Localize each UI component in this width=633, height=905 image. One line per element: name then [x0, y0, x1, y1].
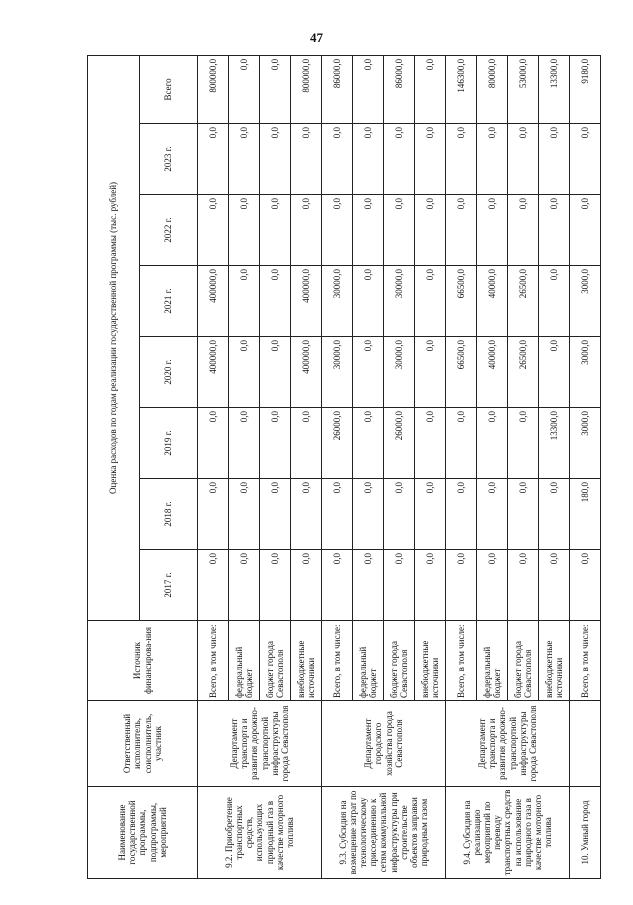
- year-value-cell: 0,0: [539, 337, 570, 408]
- header-year: 2019 г.: [140, 408, 198, 479]
- year-value-cell: 0,0: [291, 408, 322, 479]
- funding-source-cell: Всего, в том числе:: [446, 621, 477, 701]
- year-value-cell: 0,0: [539, 124, 570, 195]
- header-row-top: [88, 55, 140, 878]
- year-value-cell: 13300,0: [539, 408, 570, 479]
- year-value-cell: 0,0: [508, 550, 539, 621]
- year-value-cell: 0,0: [322, 550, 353, 621]
- header-responsible: Ответственный исполнитель, соисполнитель, участник: [88, 701, 198, 787]
- year-value-cell: 0,0: [477, 408, 508, 479]
- year-value-cell: 0,0: [446, 124, 477, 195]
- year-value-cell: 0,0: [508, 195, 539, 266]
- year-value-cell: 0,0: [446, 550, 477, 621]
- year-value-cell: 0,0: [539, 550, 570, 621]
- year-value-cell: 0,0: [229, 337, 260, 408]
- year-value-cell: 30000,0: [322, 337, 353, 408]
- total-value-cell: 53000,0: [508, 55, 539, 123]
- total-value-cell: 0,0: [415, 55, 446, 123]
- year-value-cell: 0,0: [229, 408, 260, 479]
- year-value-cell: 40000,0: [477, 266, 508, 337]
- funding-source-cell: федеральный бюджет: [353, 621, 384, 701]
- year-value-cell: 0,0: [539, 195, 570, 266]
- table-row: [322, 55, 353, 878]
- year-value-cell: 0,0: [570, 124, 601, 195]
- year-value-cell: 3000,0: [570, 337, 601, 408]
- header-year: 2021 г.: [140, 266, 198, 337]
- total-value-cell: 800000,0: [198, 55, 229, 123]
- year-value-cell: 66500,0: [446, 266, 477, 337]
- year-value-cell: 400000,0: [198, 337, 229, 408]
- year-value-cell: 0,0: [260, 124, 291, 195]
- year-value-cell: 0,0: [229, 550, 260, 621]
- year-value-cell: 0,0: [415, 337, 446, 408]
- measure-name-cell: 9.4. Субсидия на реализацию мероприятий по переводу транспортных средств на использование природного газа в качестве моторного топлива: [446, 787, 570, 879]
- year-value-cell: 180,0: [570, 479, 601, 550]
- total-value-cell: 80000,0: [477, 55, 508, 123]
- header-total: Всего: [140, 55, 198, 123]
- funding-source-cell: внебюджетные источники: [291, 621, 322, 701]
- year-value-cell: 0,0: [384, 550, 415, 621]
- year-value-cell: 0,0: [477, 479, 508, 550]
- year-value-cell: 0,0: [260, 337, 291, 408]
- header-year: 2020 г.: [140, 337, 198, 408]
- year-value-cell: 0,0: [198, 479, 229, 550]
- year-value-cell: 0,0: [322, 195, 353, 266]
- header-year: 2022 г.: [140, 195, 198, 266]
- funding-source-cell: Всего, в том числе:: [198, 621, 229, 701]
- year-value-cell: 0,0: [260, 550, 291, 621]
- responsible-cell: Департамент транспорта и развития дорожно-транспортной инфраструктуры города Севастополя: [198, 701, 322, 787]
- year-value-cell: 0,0: [353, 337, 384, 408]
- year-value-cell: 0,0: [415, 195, 446, 266]
- year-value-cell: 0,0: [384, 195, 415, 266]
- year-value-cell: 0,0: [260, 408, 291, 479]
- header-source: Источник финансирова-ния: [88, 621, 198, 701]
- year-value-cell: 0,0: [229, 195, 260, 266]
- year-value-cell: 0,0: [198, 195, 229, 266]
- year-value-cell: 0,0: [415, 479, 446, 550]
- funding-source-cell: внебюджетные источники: [415, 621, 446, 701]
- year-value-cell: 0,0: [415, 266, 446, 337]
- year-value-cell: 0,0: [229, 266, 260, 337]
- year-value-cell: 0,0: [446, 479, 477, 550]
- funding-source-cell: Всего, в том числе:: [570, 621, 601, 701]
- year-value-cell: 0,0: [353, 550, 384, 621]
- year-value-cell: 0,0: [322, 124, 353, 195]
- year-value-cell: 30000,0: [322, 266, 353, 337]
- year-value-cell: 0,0: [322, 479, 353, 550]
- responsible-cell: Департамент транспорта и развития дорожно-транспортной инфраструктуры города Севастополя: [446, 701, 570, 787]
- year-value-cell: 0,0: [384, 124, 415, 195]
- table-body: [198, 55, 601, 878]
- year-value-cell: 0,0: [198, 124, 229, 195]
- total-value-cell: 13300,0: [539, 55, 570, 123]
- funding-source-cell: федеральный бюджет: [229, 621, 260, 701]
- year-value-cell: 0,0: [446, 408, 477, 479]
- year-value-cell: 3000,0: [570, 408, 601, 479]
- year-value-cell: 66500,0: [446, 337, 477, 408]
- year-value-cell: 0,0: [570, 195, 601, 266]
- year-value-cell: 26500,0: [508, 266, 539, 337]
- funding-source-cell: бюджет города Севастополя: [384, 621, 415, 701]
- responsible-cell: [570, 701, 601, 787]
- year-value-cell: 0,0: [291, 479, 322, 550]
- year-value-cell: 0,0: [477, 550, 508, 621]
- year-value-cell: 0,0: [415, 124, 446, 195]
- total-value-cell: 9180,0: [570, 55, 601, 123]
- funding-source-cell: Всего, в том числе:: [322, 621, 353, 701]
- year-value-cell: 0,0: [353, 479, 384, 550]
- year-value-cell: 0,0: [508, 479, 539, 550]
- year-value-cell: 0,0: [539, 266, 570, 337]
- header-year: 2023 г.: [140, 124, 198, 195]
- year-value-cell: 0,0: [291, 195, 322, 266]
- budget-table: [87, 55, 601, 879]
- measure-name-cell: 9.2. Приобретение транспортных средств, использующих природный газ в качестве моторного топлива: [198, 787, 322, 879]
- year-value-cell: 30000,0: [384, 266, 415, 337]
- year-value-cell: 26500,0: [508, 337, 539, 408]
- table-row: [570, 55, 601, 878]
- year-value-cell: 0,0: [353, 266, 384, 337]
- year-value-cell: 0,0: [570, 550, 601, 621]
- header-name: Наименование государственной программы, подпрограммы, мероприятий: [88, 787, 198, 879]
- year-value-cell: 0,0: [229, 124, 260, 195]
- year-value-cell: 400000,0: [291, 266, 322, 337]
- year-value-cell: 0,0: [508, 408, 539, 479]
- total-value-cell: 146300,0: [446, 55, 477, 123]
- total-value-cell: 86000,0: [384, 55, 415, 123]
- year-value-cell: 0,0: [477, 195, 508, 266]
- total-value-cell: 86000,0: [322, 55, 353, 123]
- year-value-cell: 0,0: [198, 550, 229, 621]
- year-value-cell: 40000,0: [477, 337, 508, 408]
- year-value-cell: 0,0: [229, 479, 260, 550]
- header-year: 2017 г.: [140, 550, 198, 621]
- year-value-cell: 30000,0: [384, 337, 415, 408]
- year-value-cell: 0,0: [446, 195, 477, 266]
- header-estimate: Оценка расходов по годам реализации государственной программы (тыс. рублей): [88, 55, 140, 620]
- measure-name-cell: 9.3. Субсидия на возмещение затрат по технологическому присоединению к сетям коммунальной инфраструктуры при строительстве объектов заправки природным газом: [322, 787, 446, 879]
- year-value-cell: 0,0: [415, 408, 446, 479]
- rotated-table-container: [87, 56, 590, 879]
- year-value-cell: 0,0: [539, 479, 570, 550]
- table-row: [198, 55, 229, 878]
- year-value-cell: 0,0: [291, 124, 322, 195]
- year-value-cell: 0,0: [384, 479, 415, 550]
- total-value-cell: 0,0: [260, 55, 291, 123]
- funding-source-cell: федеральный бюджет: [477, 621, 508, 701]
- year-value-cell: 0,0: [415, 550, 446, 621]
- year-value-cell: 3000,0: [570, 266, 601, 337]
- total-value-cell: 800000,0: [291, 55, 322, 123]
- year-value-cell: 0,0: [260, 266, 291, 337]
- funding-source-cell: внебюджетные источники: [539, 621, 570, 701]
- rotated-table-wrapper: [87, 56, 590, 879]
- year-value-cell: 0,0: [260, 479, 291, 550]
- year-value-cell: 0,0: [353, 195, 384, 266]
- year-value-cell: 0,0: [508, 124, 539, 195]
- table-row: [446, 55, 477, 878]
- year-value-cell: 400000,0: [291, 337, 322, 408]
- total-value-cell: 0,0: [353, 55, 384, 123]
- year-value-cell: 26000,0: [322, 408, 353, 479]
- year-value-cell: 0,0: [198, 408, 229, 479]
- page-number: 47: [310, 30, 323, 45]
- funding-source-cell: бюджет города Севастополя: [260, 621, 291, 701]
- year-value-cell: 0,0: [477, 124, 508, 195]
- year-value-cell: 0,0: [353, 408, 384, 479]
- year-value-cell: 400000,0: [198, 266, 229, 337]
- year-value-cell: 26000,0: [384, 408, 415, 479]
- total-value-cell: 0,0: [229, 55, 260, 123]
- year-value-cell: 0,0: [291, 550, 322, 621]
- responsible-cell: Департамент городского хозяйства города Севастополя: [322, 701, 446, 787]
- year-value-cell: 0,0: [353, 124, 384, 195]
- measure-name-cell: 10. Умный город: [570, 787, 601, 879]
- funding-source-cell: бюджет города Севастополя: [508, 621, 539, 701]
- header-year: 2018 г.: [140, 479, 198, 550]
- year-value-cell: 0,0: [260, 195, 291, 266]
